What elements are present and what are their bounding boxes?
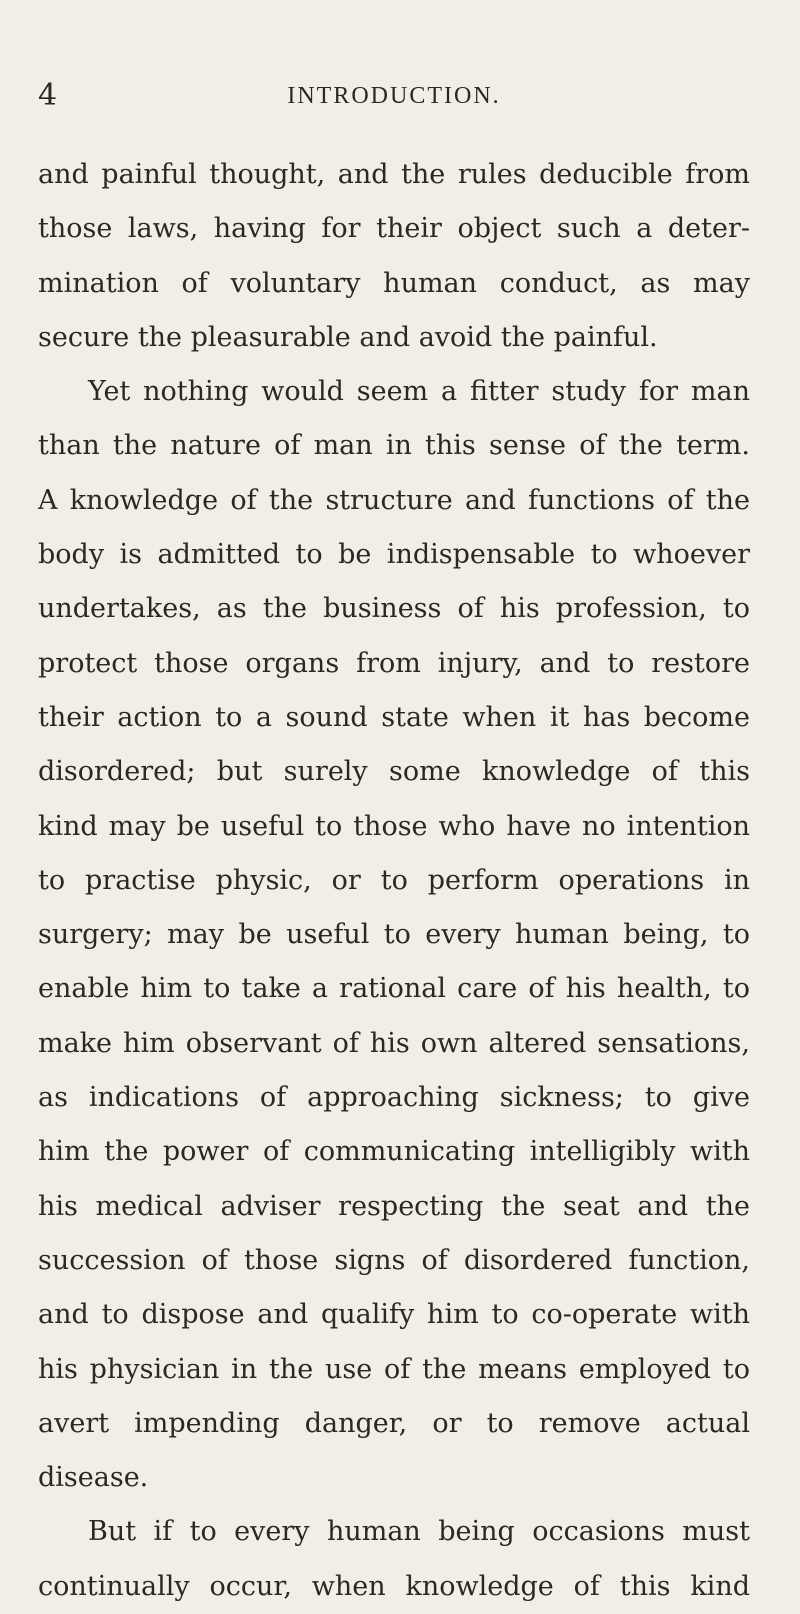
text-line: kind may be useful to those who have no intention	[38, 810, 750, 842]
text-line: than the nature of man in this sense of the term.	[38, 430, 750, 462]
text-line: and painful thought, and the rules deducible from	[38, 159, 750, 190]
text-line: mination of voluntary human conduct, as may	[38, 267, 750, 299]
text-line: enable him to take a rational care of his health, to	[38, 973, 750, 1005]
text-line: secure the pleasurable and avoid the painful.	[38, 321, 658, 353]
text-line: Yet nothing would seem a fitter study for man	[88, 376, 750, 408]
text-line: succession of those signs of disordered function,	[38, 1244, 750, 1276]
text-line: disordered; but surely some knowledge of this	[38, 756, 750, 788]
body-text	[38, 148, 750, 1614]
text-line: But if to every human being occasions must	[88, 1516, 750, 1548]
running-head: INTRODUCTION.	[287, 83, 501, 109]
text-line: him the power of communicating intelligibly with	[38, 1136, 750, 1168]
text-line: his medical adviser respecting the seat and the	[38, 1190, 750, 1222]
page-number: 4	[38, 78, 58, 113]
text-line: surgery; may be useful to every human being, to	[38, 919, 750, 951]
text-line: their action to a sound state when it has become	[38, 701, 750, 733]
text-line: undertakes, as the business of his profession, to	[38, 593, 750, 625]
text-line: protect those organs from injury, and to restore	[38, 647, 750, 679]
text-line: avert impending danger, or to remove actual	[38, 1407, 750, 1439]
text-line: A knowledge of the structure and functions of the	[38, 484, 750, 516]
text-line: body is admitted to be indispensable to whoever	[38, 539, 750, 571]
text-line: to practise physic, or to perform operations in	[38, 864, 750, 896]
text-line: make him observant of his own altered sensations,	[38, 1027, 750, 1059]
text-line: continually occur, when knowledge of this kind	[38, 1570, 750, 1602]
text-line: and to dispose and qualify him to co-operate with	[38, 1299, 750, 1331]
text-line: disease.	[38, 1462, 149, 1494]
text-line: his physician in the use of the means employed to	[38, 1353, 750, 1385]
text-line: those laws, having for their object such a deter-	[38, 213, 750, 245]
page-header	[38, 76, 750, 116]
text-line: as indications of approaching sickness; to give	[38, 1082, 750, 1114]
